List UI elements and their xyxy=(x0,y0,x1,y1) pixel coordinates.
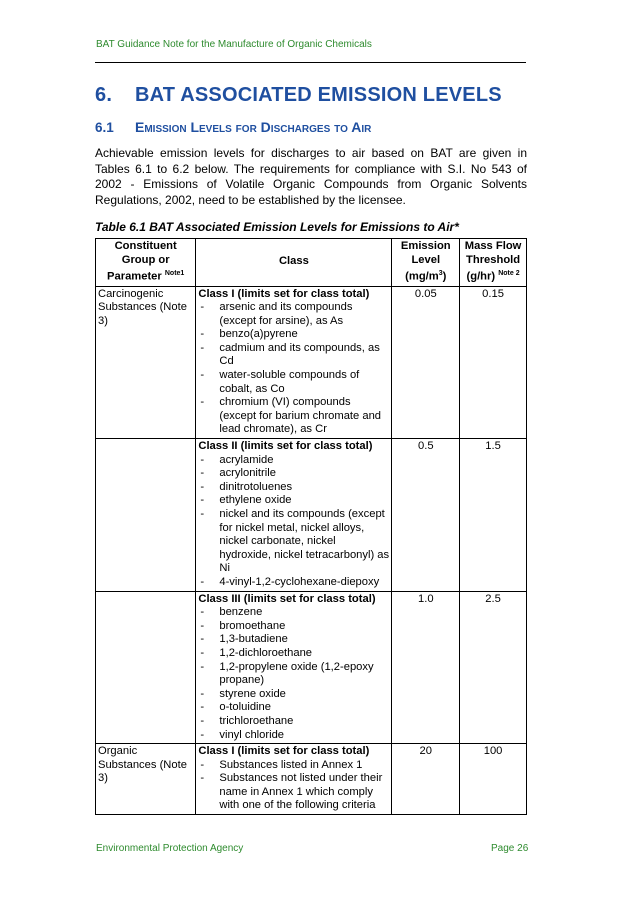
substance-item: - benzene xyxy=(198,606,389,620)
header-note2: Note 2 xyxy=(498,270,520,278)
substance-list xyxy=(198,759,389,813)
mass-flow-cell: 1.5 xyxy=(460,439,527,592)
table-caption: Table 6.1 BAT Associated Emission Levels for Emissions to Air* xyxy=(95,220,459,234)
substance-item: - acrylamide xyxy=(198,454,389,468)
emission-levels-table xyxy=(95,238,527,815)
table-row xyxy=(96,744,527,815)
intro-paragraph: Achievable emission levels for discharges to air based on BAT are given in Tables 6.1 to 6.2 below. The requirements for compliance with S.I. No 543 of 2002 - Emissions of Volatile Organic Compounds from Organic Solvents Regulations, 2002, need to be established by the licensee. xyxy=(95,146,527,207)
header-class: Class xyxy=(196,239,392,287)
table-row xyxy=(96,439,527,592)
substance-item: - benzo(a)pyrene xyxy=(198,328,389,342)
table-header-row xyxy=(96,239,527,287)
substance-item: - 1,2-dichloroethane xyxy=(198,647,389,661)
class-title: Class III (limits set for class total) xyxy=(198,592,376,605)
header-mass-label: Mass Flow Threshold xyxy=(464,240,522,266)
substance-item: - vinyl chloride xyxy=(198,729,389,743)
header-mass-unit: (g/hr) xyxy=(466,270,496,283)
header-emission-sup: 3 xyxy=(438,270,443,278)
class-cell xyxy=(196,286,392,439)
class-title: Class I (limits set for class total) xyxy=(198,745,370,758)
section-heading xyxy=(95,84,502,107)
substance-item: - 4-vinyl-1,2-cyclohexane-diepoxy xyxy=(198,576,389,590)
emission-level-cell: 0.05 xyxy=(392,286,460,439)
substance-item: - arsenic and its compounds (except for arsine), as As xyxy=(198,301,389,328)
mass-flow-cell: 100 xyxy=(460,744,527,815)
substance-item: - water-soluble compounds of cobalt, as Co xyxy=(198,369,389,396)
subsection-number: 6.1 xyxy=(95,120,114,135)
section-number: 6. xyxy=(95,84,113,106)
class-cell xyxy=(196,591,392,744)
header-emission-level xyxy=(392,239,460,287)
substance-list xyxy=(198,606,389,742)
substance-item: - nickel and its compounds (except for nickel metal, nickel alloys, nickel carbonate, nickel hydroxide, nickel tetracarbonyl) as Ni xyxy=(198,508,389,576)
footer-page-number: Page 26 xyxy=(491,843,529,854)
subsection-title: Emission Levels for Discharges to Air xyxy=(135,119,372,135)
emission-level-cell: 20 xyxy=(392,744,460,815)
header-rule xyxy=(95,62,526,63)
emission-level-cell: 1.0 xyxy=(392,591,460,744)
constituent-group-cell: Organic Substances (Note 3) xyxy=(96,744,196,815)
header-note1: Note1 xyxy=(164,270,185,278)
header-emission-close: ) xyxy=(442,270,447,283)
substance-item: - trichloroethane xyxy=(198,715,389,729)
substance-item: - o-toluidine xyxy=(198,701,389,715)
emission-level-cell: 0.5 xyxy=(392,439,460,592)
running-header: BAT Guidance Note for the Manufacture of Organic Chemicals xyxy=(96,39,372,50)
substance-item: - Substances not listed under their name in Annex 1 which comply with one of the following criteria xyxy=(198,772,389,813)
header-constituent xyxy=(96,239,196,287)
substance-list xyxy=(198,301,389,437)
substance-item: - Substances listed in Annex 1 xyxy=(198,759,389,773)
class-cell xyxy=(196,744,392,815)
constituent-group-cell: Carcinogenic Substances (Note 3) xyxy=(96,286,196,439)
header-constituent-label: Constituent Group or Parameter xyxy=(107,240,177,283)
class-cell xyxy=(196,439,392,592)
substance-list xyxy=(198,454,389,590)
mass-flow-cell: 0.15 xyxy=(460,286,527,439)
substance-item: - acrylonitrile xyxy=(198,467,389,481)
class-title: Class I (limits set for class total) xyxy=(198,287,370,300)
subsection-heading xyxy=(95,119,371,135)
class-title: Class II (limits set for class total) xyxy=(198,440,373,453)
substance-item: - 1,2-propylene oxide (1,2-epoxy propane) xyxy=(198,661,389,688)
substance-item: - ethylene oxide xyxy=(198,494,389,508)
substance-item: - styrene oxide xyxy=(198,688,389,702)
constituent-group-cell xyxy=(96,591,196,744)
header-emission-label: Emission Level xyxy=(400,240,451,266)
footer-agency: Environmental Protection Agency xyxy=(96,843,244,854)
constituent-group-cell xyxy=(96,439,196,592)
substance-item: - chromium (VI) compounds (except for barium chromate and lead chromate), as Cr xyxy=(198,396,389,437)
substance-item: - dinitrotoluenes xyxy=(198,481,389,495)
substance-item: - cadmium and its compounds, as Cd xyxy=(198,342,389,369)
header-emission-unit: (mg/m xyxy=(405,270,439,283)
table-row xyxy=(96,591,527,744)
header-mass-flow xyxy=(460,239,527,287)
substance-item: - bromoethane xyxy=(198,620,389,634)
section-title: BAT ASSOCIATED EMISSION LEVELS xyxy=(135,84,502,106)
mass-flow-cell: 2.5 xyxy=(460,591,527,744)
substance-item: - 1,3-butadiene xyxy=(198,633,389,647)
table-row xyxy=(96,286,527,439)
